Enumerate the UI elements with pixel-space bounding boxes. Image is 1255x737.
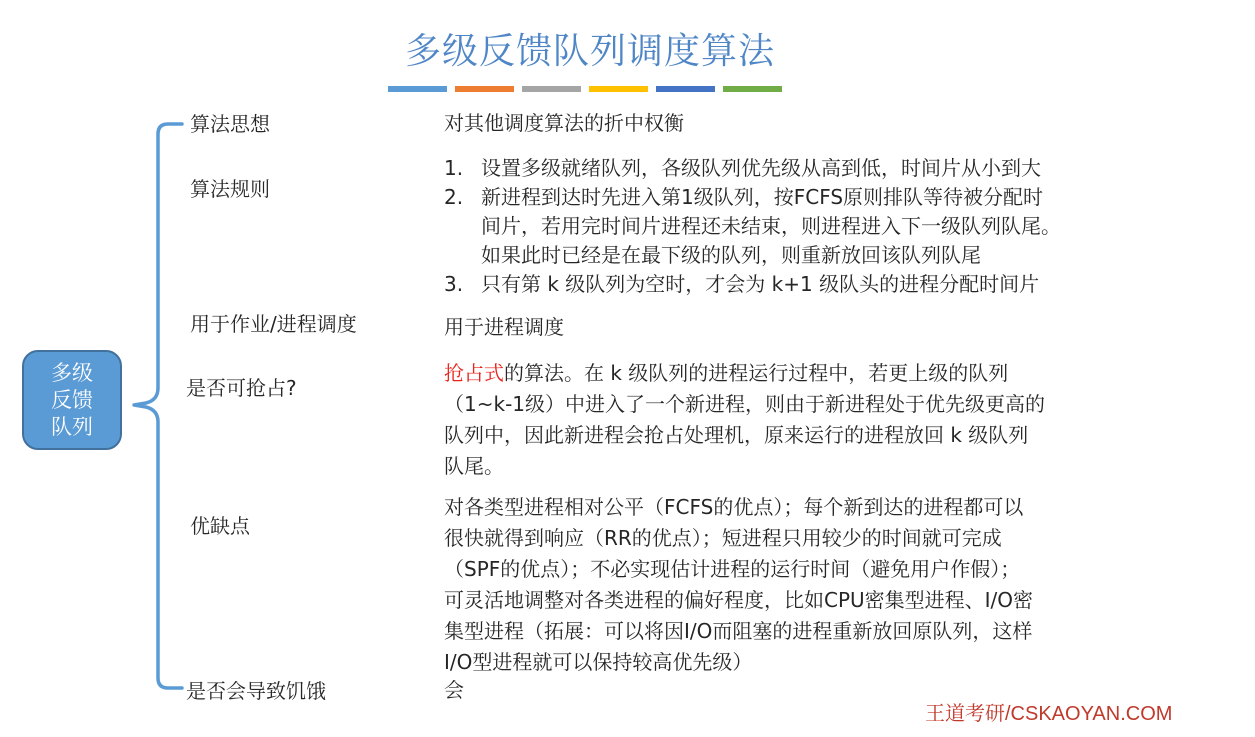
rule-line: 只有第 k 级队列为空时，才会为 k+1 级队头的进程分配时间片 (481, 272, 1040, 296)
label-usage: 用于作业/进程调度 (190, 312, 357, 336)
title-bar (522, 86, 581, 92)
pros-cons-line: 集型进程（拓展：可以将因I/O而阻塞的进程重新放回原队列，这样 (444, 619, 1033, 643)
root-node (22, 350, 122, 450)
pros-cons-line: 很快就得到响应（RR的优点）；短进程只用较少的时间就可完成 (444, 526, 1002, 550)
preempt-line: （1~k-1级）中进入了一个新进程，则由于新进程处于优先级更高的 (444, 392, 1046, 416)
root-label-line: 队列 (51, 414, 93, 439)
label-algorithm-idea: 算法思想 (190, 112, 270, 136)
title-bar (723, 86, 782, 92)
rule-line: 新进程到达时先进入第1级队列，按FCFS原则排队等待被分配时 (481, 185, 1044, 209)
pros-cons-line: （SPF的优点）；不必实现估计进程的运行时间（避免用户作假）； (444, 557, 1021, 581)
preempt-line: 队列中，因此新进程会抢占处理机，原来运行的进程放回 k 级队列 (444, 423, 1029, 447)
title-underline (388, 86, 782, 92)
rules-list (444, 154, 1204, 299)
preempt-line: 队尾。 (444, 454, 504, 478)
pros-cons-line: 对各类型进程相对公平（FCFS的优点）；每个新到达的进程都可以 (444, 495, 1024, 519)
pros-cons-line: I/O型进程就可以保持较高优先级） (444, 650, 753, 674)
content-starvation: 会 (444, 678, 464, 702)
rule-line: 如果此时已经是在最下级的队列，则重新放回该队列队尾 (481, 243, 981, 267)
rule-number: 3. (444, 272, 464, 296)
rule-item (444, 183, 1204, 270)
rule-number: 2. (444, 185, 464, 209)
root-label-line: 反馈 (51, 387, 93, 412)
preempt-highlight: 抢占式 (444, 361, 504, 385)
rule-line: 设置多级就绪队列，各级队列优先级从高到低，时间片从小到大 (481, 156, 1041, 180)
mindmap-brace (128, 118, 188, 698)
rule-item (444, 154, 1204, 183)
title-bar (388, 86, 447, 92)
content-pros-cons (444, 492, 1204, 678)
title-bar (656, 86, 715, 92)
rule-text (481, 183, 1204, 270)
root-label-line: 多级 (51, 360, 93, 385)
footer-brand: 王道考研/CSKAOYAN.COM (925, 703, 1173, 725)
pros-cons-line: 可灵活地调整对各类进程的偏好程度，比如CPU密集型进程、I/O密 (444, 588, 1034, 612)
rule-number: 1. (444, 156, 464, 180)
content-usage: 用于进程调度 (444, 315, 564, 339)
title-bar (455, 86, 514, 92)
content-algorithm-idea: 对其他调度算法的折中权衡 (444, 111, 684, 135)
rule-text (481, 154, 1204, 183)
rule-item (444, 270, 1204, 299)
rule-line: 间片，若用完时间片进程还未结束，则进程进入下一级队列队尾。 (481, 214, 1061, 238)
label-pros-cons: 优缺点 (190, 514, 250, 538)
label-algorithm-rules: 算法规则 (190, 177, 270, 201)
page-title: 多级反馈队列调度算法 (404, 31, 775, 72)
rule-text (481, 270, 1204, 299)
content-preemptive (444, 358, 1204, 482)
label-preemptive: 是否可抢占? (186, 376, 297, 400)
preempt-text: 的算法。在 k 级队列的进程运行过程中，若更上级的队列 (504, 361, 1009, 385)
label-starvation: 是否会导致饥饿 (186, 679, 326, 703)
title-bar (589, 86, 648, 92)
preempt-line (444, 358, 1204, 389)
